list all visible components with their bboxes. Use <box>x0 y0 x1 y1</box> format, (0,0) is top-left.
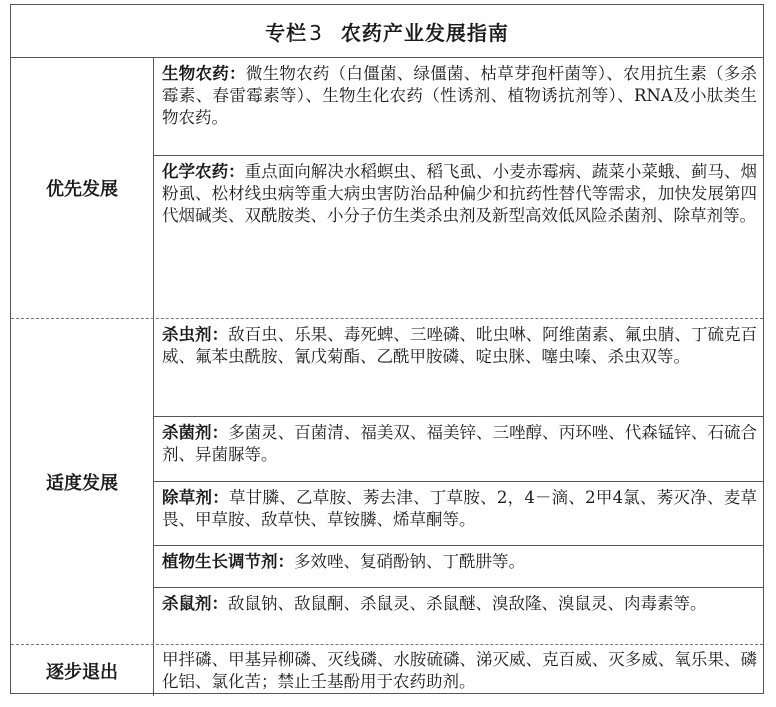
item-text: 敌鼠钠、敌鼠酮、杀鼠灵、杀鼠醚、溴敌隆、溴鼠灵、肉毒素等。 <box>228 594 707 613</box>
item-key: 除草剂： <box>162 488 229 507</box>
phase-out-text: 甲拌磷、甲基异柳磷、灭线磷、水胺硫磷、涕灭威、克百威、灭多威、氧乐果、磷化铝、氯化苦；禁止壬基酚用于农药助剂。 <box>162 649 757 691</box>
rodenticide-item <box>154 587 763 644</box>
item-key: 化学农药： <box>162 162 245 181</box>
box-title <box>265 17 509 46</box>
chem-pesticide-item <box>154 155 763 318</box>
item-text: 重点面向解决水稻螟虫、稻飞虱、小麦赤霉病、蔬菜小菜蛾、蓟马、烟粉虱、松材线虫病等重大病虫害防治品种偏少和抗药性替代等需求，加快发展第四代烟碱类、双酰胺类、小分子仿生类杀虫剂及新型高效低风险杀菌剂、除草剂等。 <box>162 162 758 225</box>
item-text: 多效唑、复硝酚钠、丁酰肼等。 <box>294 552 525 571</box>
insecticide-item <box>154 319 763 416</box>
priority-items <box>154 58 763 318</box>
item-key: 杀鼠剂： <box>162 594 228 613</box>
fungicide-item <box>154 416 763 481</box>
moderate-items <box>154 319 763 644</box>
item-text: 草甘膦、乙草胺、莠去津、丁草胺、2，4－滴、2甲4氯、莠灭净、麦草畏、甲草胺、敌草快、草铵膦、烯草酮等。 <box>162 488 758 529</box>
herbicide-item <box>154 481 763 545</box>
item-key: 植物生长调节剂： <box>162 552 294 571</box>
moderate-section <box>11 319 763 645</box>
box-number: 3 <box>309 20 323 45</box>
priority-label: 优先发展 <box>11 58 154 318</box>
box-title-label: 专栏 <box>265 20 308 45</box>
guide-box <box>10 4 764 694</box>
bio-pesticide-item <box>154 58 763 155</box>
phase-out-label: 逐步退出 <box>11 645 154 696</box>
item-key: 杀虫剂： <box>162 325 229 344</box>
moderate-label: 适度发展 <box>11 319 154 644</box>
title-row <box>11 5 763 58</box>
box-heading: 农药产业发展指南 <box>340 20 509 45</box>
item-text: 微生物农药（白僵菌、绿僵菌、枯草芽孢杆菌等）、农用抗生素（多杀霉素、春雷霉素等）、生物生化农药（性诱剂、植物诱抗剂等）、RNA及小肽类生物农药。 <box>162 64 758 127</box>
item-key: 杀菌剂： <box>162 423 229 442</box>
item-text: 多菌灵、百菌清、福美双、福美锌、三唑醇、丙环唑、代森锰锌、石硫合剂、异菌脲等。 <box>162 423 758 464</box>
phase-out-section <box>11 645 763 696</box>
item-key: 生物农药： <box>162 64 246 83</box>
plant-regulator-item <box>154 545 763 587</box>
item-text: 敌百虫、乐果、毒死蜱、三唑磷、吡虫啉、阿维菌素、氟虫腈、丁硫克百威、氟苯虫酰胺、氰戊菊酯、乙酰甲胺磷、啶虫脒、噻虫嗪、杀虫双等。 <box>162 325 758 366</box>
priority-section <box>11 58 763 319</box>
